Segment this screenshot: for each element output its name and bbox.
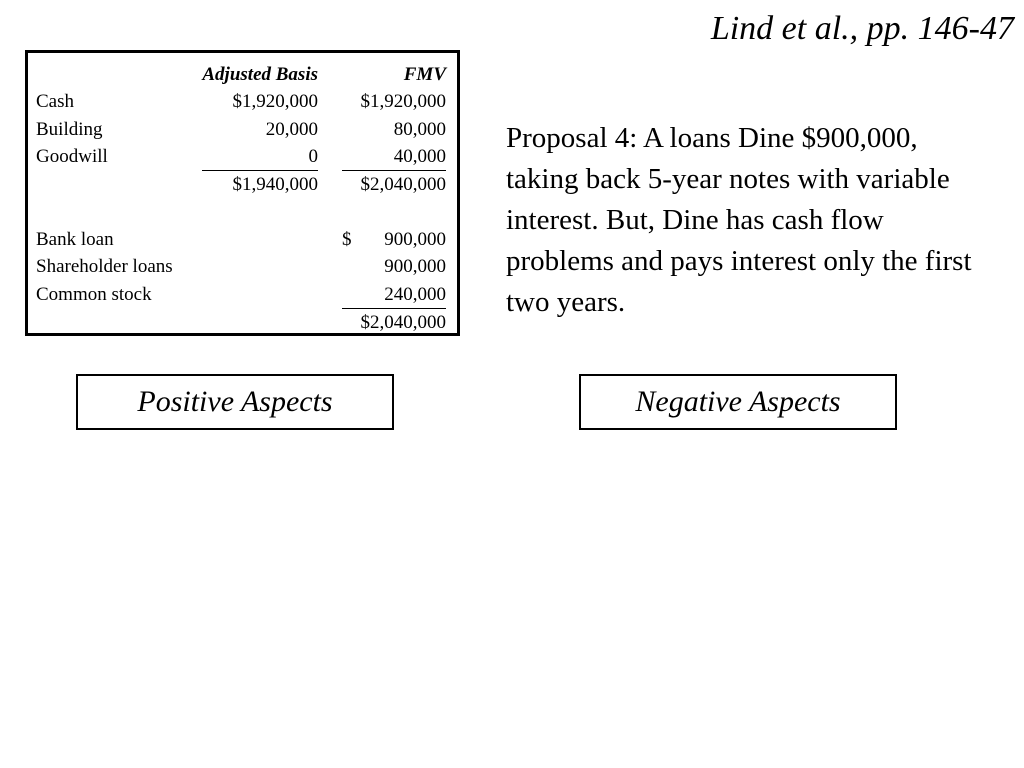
- row-adjusted-basis: 0: [202, 143, 318, 171]
- row-label: Building: [36, 118, 103, 140]
- table-row: [36, 280, 446, 308]
- row-label: Common stock: [36, 283, 152, 305]
- row-adjusted-basis: 20,000: [265, 118, 318, 140]
- row-fmv: 900,000: [384, 256, 446, 278]
- row-fmv: $1,920,000: [360, 91, 446, 113]
- header-fmv: FMV: [403, 64, 446, 86]
- balance-sheet-box: [25, 50, 460, 336]
- positive-aspects-box: Positive Aspects: [76, 374, 394, 430]
- proposal-text: Proposal 4: A loans Dine $900,000, taking back 5-year notes with variable interest. But, Dine has cash flow problems and pays interest only the first two years.: [506, 122, 972, 318]
- balance-sheet-table: [36, 61, 446, 336]
- currency-symbol: $: [342, 228, 352, 250]
- row-label: Goodwill: [36, 146, 108, 168]
- table-row: [36, 226, 446, 253]
- financing-total: $2,040,000: [360, 311, 446, 333]
- row-fmv-value: 900,000: [384, 228, 446, 250]
- table-row: [36, 143, 446, 171]
- table-row: [36, 116, 446, 143]
- asset-total-row: [36, 171, 446, 199]
- spacer-row: [36, 198, 446, 225]
- citation: Lind et al., pp. 146-47: [710, 10, 1014, 47]
- negative-aspects-box: Negative Aspects: [579, 374, 897, 430]
- row-label: Bank loan: [36, 228, 114, 250]
- row-label: Cash: [36, 91, 74, 113]
- row-fmv: 80,000: [393, 118, 446, 140]
- row-label: Shareholder loans: [36, 256, 173, 278]
- table-row: [36, 88, 446, 115]
- total-adjusted-basis: $1,940,000: [232, 174, 318, 196]
- row-fmv: 240,000: [342, 280, 446, 308]
- financing-total-row: [36, 308, 446, 336]
- total-fmv: $2,040,000: [360, 174, 446, 196]
- table-header-row: [36, 61, 446, 88]
- row-fmv: 40,000: [342, 143, 446, 171]
- row-fmv: [342, 226, 446, 253]
- table-row: [36, 253, 446, 280]
- header-adjusted-basis: Adjusted Basis: [202, 64, 318, 86]
- header-label-cell: [36, 61, 202, 88]
- row-adjusted-basis: $1,920,000: [232, 91, 318, 113]
